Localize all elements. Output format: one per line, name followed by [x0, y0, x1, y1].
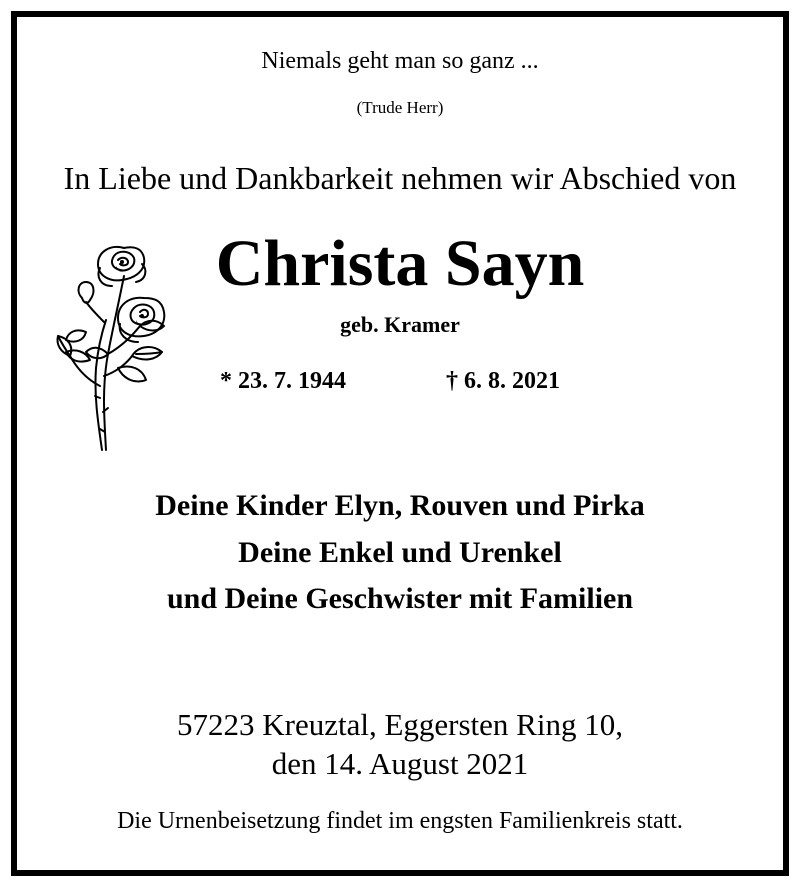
mourner-line: Deine Enkel und Urenkel [238, 536, 562, 569]
mourner-line: Deine Kinder Elyn, Rouven und Pirka [155, 489, 645, 522]
quote-author: (Trude Herr) [356, 98, 444, 117]
notice-date: den 14. August 2021 [271, 746, 529, 781]
deceased-name: Christa Sayn [215, 227, 585, 300]
intro-text: In Liebe und Dankbarkeit nehmen wir Abschied von [63, 160, 737, 196]
mourner-line: und Deine Geschwister mit Familien [166, 582, 634, 615]
burial-note: Die Urnenbeisetzung findet im engsten Familienkreis statt. [117, 808, 683, 834]
quote: Niemals geht man so ganz ... [261, 48, 539, 74]
birth-date: * 23. 7. 1944 [220, 368, 346, 394]
maiden-name: geb. Kramer [340, 312, 460, 337]
rose-icon [52, 236, 170, 458]
address: 57223 Kreuztal, Eggersten Ring 10, [177, 707, 623, 742]
death-date: † 6. 8. 2021 [446, 368, 560, 394]
